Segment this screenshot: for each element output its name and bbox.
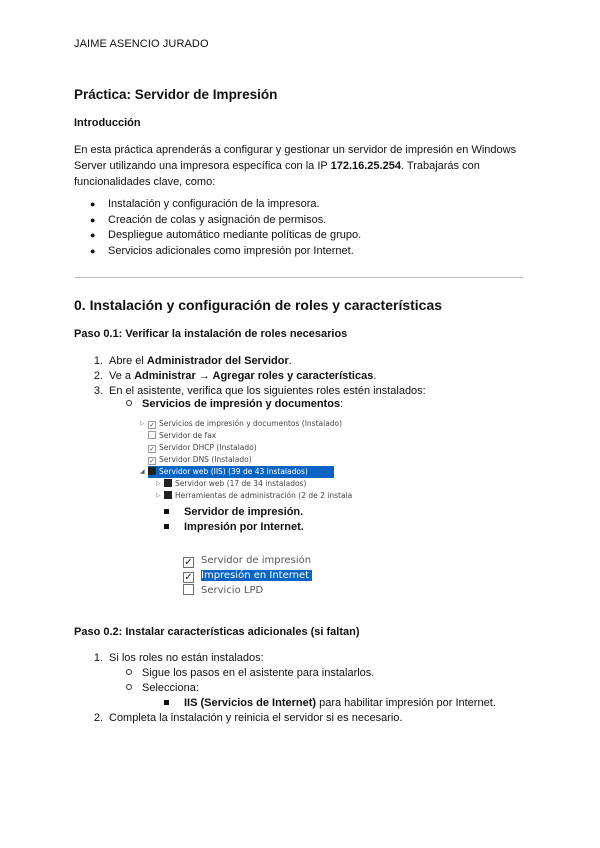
list-item — [90, 213, 361, 229]
list-item-text: Si los roles no están instalados: — [109, 652, 264, 664]
square-bullet-icon — [164, 509, 169, 514]
intro-text-1: En esta práctica aprenderás a configurar y gestionar un servidor de impresión en Windows Server utilizando una impresora específica con la IP — [74, 144, 517, 172]
bullet-icon: ● — [90, 214, 96, 225]
list-number: 2. — [93, 712, 103, 724]
role-service-row-selected: ✓ Impresión en Internet — [183, 568, 312, 583]
intro-ip: 172.16.25.254 — [330, 160, 401, 172]
checkbox-checked-icon: ✓ — [184, 557, 193, 568]
checkbox-checked-icon: ✓ — [184, 572, 193, 583]
bullet-icon: ● — [90, 199, 96, 209]
intro-bullet-list — [90, 197, 361, 259]
bullet-icon: ● — [90, 230, 96, 240]
checkbox-partial-icon — [164, 479, 172, 487]
list-item-text: Creación de colas y asignación de permisos. — [108, 213, 327, 226]
list-item-text: Instalación y configuración de la impresora. — [108, 198, 320, 210]
role-services-screenshot — [183, 550, 323, 600]
sub-item-print-services: Servicios de impresión y documentos: — [126, 398, 343, 410]
page-header-author: JAIME ASENCIO JURADO — [74, 38, 209, 50]
checkbox-partial-icon — [164, 491, 172, 499]
list-number: 3. — [93, 385, 103, 397]
horizontal-divider — [75, 277, 523, 278]
list-number: 1. — [93, 355, 103, 367]
list-item — [90, 197, 361, 213]
sub-item: Sigue los pasos en el asistente para instalarlos. — [126, 667, 374, 679]
expand-arrow-icon: ▷ — [156, 480, 161, 487]
roles-tree-screenshot: ▷ ✓ Servicios de impresión y documentos (Instalado) Servidor de fax ✓ Servidor DHCP (Instalado) ✓ Servidor DNS (Instalado) ◢ Servidor web (IIS) (39 de 43 instalados) ▷ Servidor web (17 de 34 instalados) ▷ Herramientas de administración (2 de 2 instala — [140, 416, 376, 502]
checkbox-checked-icon: ✓ — [149, 421, 155, 429]
intro-paragraph — [74, 142, 534, 190]
sub-item: Selecciona: — [126, 682, 199, 694]
tree-row: Servidor de fax — [148, 430, 216, 442]
collapse-arrow-icon: ◢ — [140, 468, 145, 475]
sub-sub-item: Servidor de impresión. — [164, 506, 303, 518]
page-title: Práctica: Servidor de Impresión — [74, 87, 278, 102]
list-number: 1. — [93, 652, 103, 664]
list-item — [90, 228, 361, 244]
tree-row: ✓ Servidor DHCP (Instalado) — [149, 443, 257, 453]
bullet-icon: ● — [90, 245, 96, 256]
list-item — [90, 244, 361, 260]
list-item-text: Abre el Administrador del Servidor. — [109, 355, 292, 367]
role-service-row: Servicio LPD — [183, 583, 263, 598]
list-item-text: Ve a Administrar → Agregar roles y características. — [109, 370, 377, 382]
checkbox-checked-icon: ✓ — [149, 445, 155, 453]
sub-sub-item: IIS (Servicios de Internet) para habilitar impresión por Internet. — [164, 697, 496, 709]
intro-text-2: . Trabajarás con funcionalidades clave, como: — [74, 160, 480, 188]
intro-heading: Introducción — [74, 117, 141, 129]
list-item-text: Servicios adicionales como impresión por Internet. — [108, 244, 354, 257]
circle-bullet-icon — [126, 684, 132, 690]
role-service-row: ✓ Servidor de impresión — [184, 555, 312, 568]
square-bullet-icon — [164, 524, 169, 529]
checkbox-empty-icon — [183, 584, 194, 595]
list-number: 2. — [93, 370, 103, 382]
list-item-text: En el asistente, verifica que los siguientes roles estén instalados: — [109, 385, 426, 397]
tree-row: ✓ Servidor DNS (Instalado) — [149, 455, 252, 465]
step-0-1-heading: Paso 0.1: Verificar la instalación de roles necesarios — [74, 328, 348, 340]
circle-bullet-icon — [126, 400, 132, 406]
expand-arrow-icon: ▷ — [140, 420, 145, 427]
section-0-heading: 0. Instalación y configuración de roles y características — [74, 297, 443, 313]
expand-arrow-icon: ▷ — [156, 492, 161, 499]
step-0-2-heading: Paso 0.2: Instalar características adicionales (si faltan) — [74, 626, 360, 638]
square-bullet-icon — [164, 700, 169, 705]
checkbox-checked-icon: ✓ — [149, 457, 155, 465]
circle-bullet-icon — [126, 669, 132, 675]
checkbox-partial-icon — [148, 467, 156, 475]
list-item-text: Completa la instalación y reinicia el servidor si es necesario. — [109, 712, 403, 724]
sub-sub-item: Impresión por Internet. — [164, 521, 304, 533]
list-item-text: Despliegue automático mediante políticas de grupo. — [108, 229, 362, 241]
checkbox-empty-icon — [148, 431, 156, 439]
